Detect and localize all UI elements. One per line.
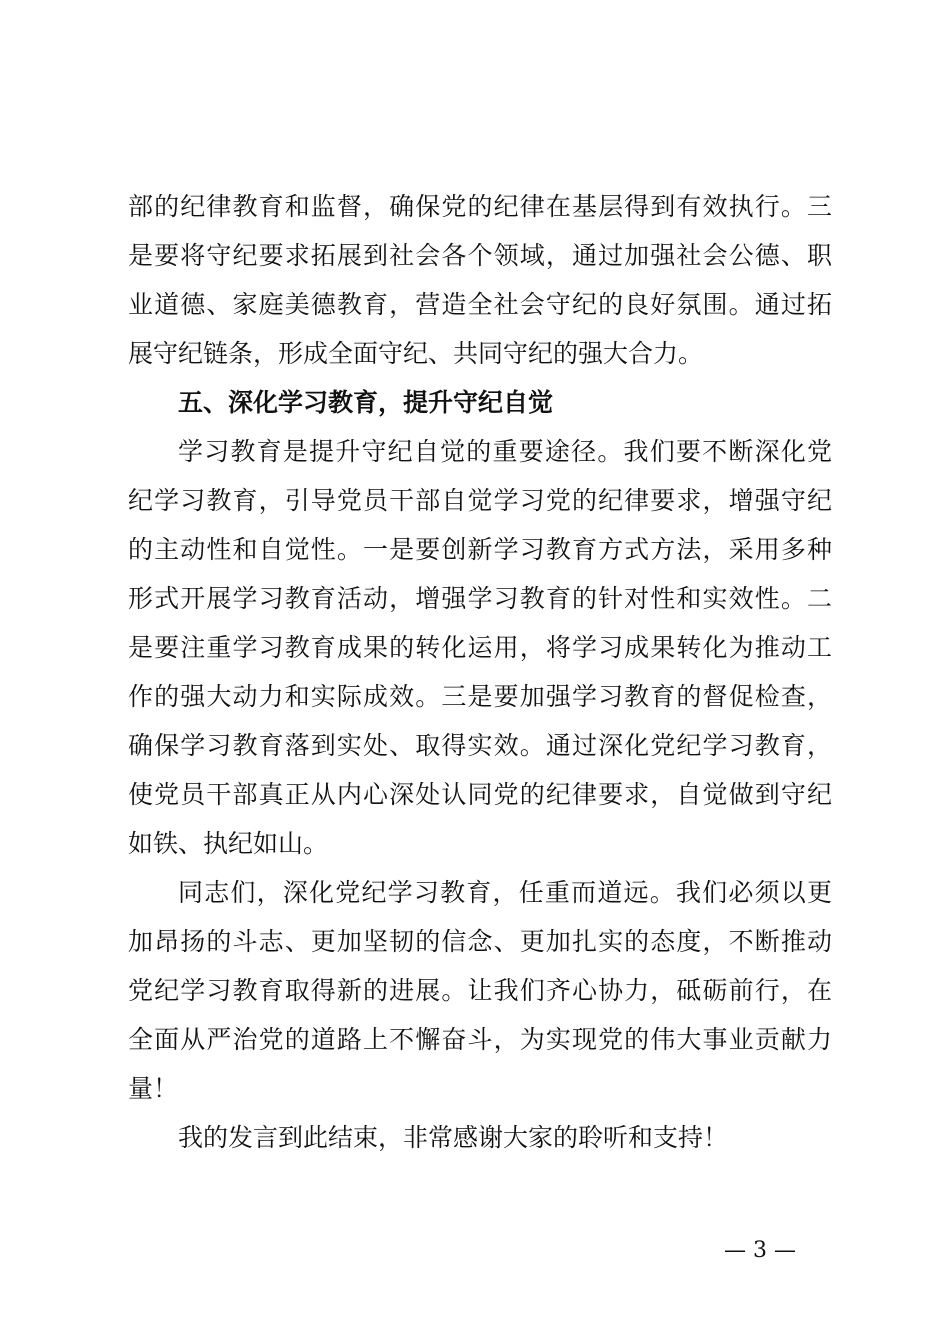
page-number: — 3 —	[724, 1238, 796, 1263]
paragraph-line: 的主动性和自觉性。一是要创新学习教育方式方法，采用多种	[128, 535, 832, 564]
paragraph-line: 作的强大动力和实际成效。三是要加强学习教育的督促检查，	[128, 682, 832, 711]
paragraph-line: 学习教育是提升守纪自觉的重要途径。我们要不断深化党	[178, 437, 832, 466]
paragraph-line: 展守纪链条，形成全面守纪、共同守纪的强大合力。	[128, 339, 704, 368]
closing-line: 我的发言到此结束，非常感谢大家的聆听和支持！	[178, 1123, 729, 1152]
paragraph-line: 全面从严治党的道路上不懈奋斗，为实现党的伟大事业贡献力	[128, 1025, 832, 1054]
paragraph-line: 部的纪律教育和监督，确保党的纪律在基层得到有效执行。三	[128, 192, 832, 221]
paragraph-line: 同志们，深化党纪学习教育，任重而道远。我们必须以更	[178, 878, 832, 907]
paragraph-line: 业道德、家庭美德教育，营造全社会守纪的良好氛围。通过拓	[128, 290, 832, 319]
paragraph-line: 形式开展学习教育活动，增强学习教育的针对性和实效性。二	[128, 584, 832, 613]
paragraph-line: 党纪学习教育取得新的进展。让我们齐心协力，砥砺前行，在	[128, 976, 832, 1005]
section-heading: 五、深化学习教育，提升守纪自觉	[178, 388, 554, 417]
paragraph-line: 如铁、执纪如山。	[128, 829, 329, 858]
document-body	[128, 182, 832, 1162]
paragraph-line: 是要将守纪要求拓展到社会各个领域，通过加强社会公德、职	[128, 241, 832, 270]
paragraph-line: 确保学习教育落到实处、取得实效。通过深化党纪学习教育，	[128, 731, 832, 760]
paragraph-line: 纪学习教育，引导党员干部自觉学习党的纪律要求，增强守纪	[128, 486, 832, 515]
paragraph-line: 加昂扬的斗志、更加坚韧的信念、更加扎实的态度，不断推动	[128, 927, 832, 956]
paragraph-line: 是要注重学习教育成果的转化运用，将学习成果转化为推动工	[128, 633, 832, 662]
paragraph-line: 使党员干部真正从内心深处认同党的纪律要求，自觉做到守纪	[128, 780, 832, 809]
paragraph-line: 量！	[128, 1074, 179, 1103]
